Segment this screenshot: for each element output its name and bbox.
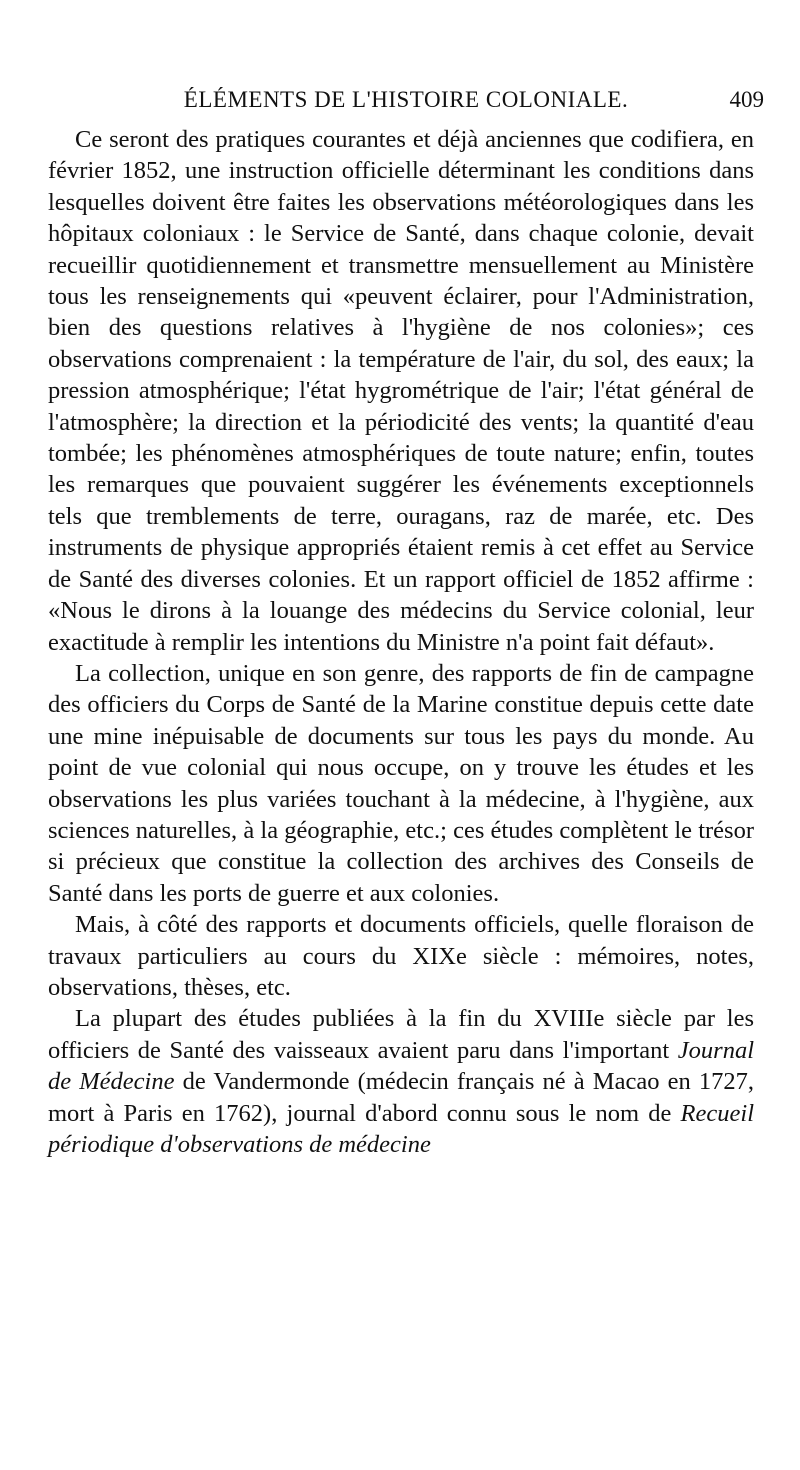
- paragraph-meteorological-instruction: Ce seront des pratiques courantes et déjà anciennes que codifiera, en février 1852, une instruction officielle déterminant les conditions dans lesquelles doivent être faites les observations météorologiques dans les hôpitaux coloniaux : le Service de Santé, dans chaque colonie, devait recueillir quotidiennement et transmettre mensuellement au Ministère tous les renseignements qui «peuvent éclairer, pour l'Administration, bien des questions relatives à l'hygiène de nos colonies»; ces observations comprenaient : la température de l'air, du sol, des eaux; la pression atmosphérique; l'état hygrométrique de l'air; l'état général de l'atmosphère; la direction et la périodicité des vents; la quantité d'eau tombée; les phénomènes atmosphériques de toute nature; enfin, toutes les remarques que pouvaient suggérer les événements exceptionnels tels que tremblements de terre, ouragans, raz de marée, etc. Des instruments de physique appropriés étaient remis à cet effet au Service de Santé des diverses colonies. Et un rapport officiel de 1852 affirme : «Nous le dirons à la louange des médecins du Service colonial, leur exactitude à remplir les intentions du Ministre n'a point fait défaut».: [48, 126, 754, 656]
- body-text: [48, 124, 754, 1160]
- paragraph-text: La plupart des études publiées à la fin du XVIIIe siècle par les officiers de Santé des vaisseaux avaient paru dans l'important: [48, 1005, 754, 1064]
- journal-title: Journal de Médecine: [48, 1036, 754, 1096]
- page-number: 409: [729, 87, 764, 112]
- page-header: [48, 84, 764, 116]
- paragraph-text: de Vandermonde (médecin français né à Macao en 1727, mort à Paris en 1762), journal d'abord connu sous le nom de: [48, 1068, 754, 1127]
- running-head: ÉLÉMENTS DE L'HISTOIRE COLONIALE.: [183, 87, 629, 112]
- paragraph-journal-de-medecine: [48, 1003, 754, 1160]
- paragraph-campaign-reports: La collection, unique en son genre, des rapports de fin de campagne des officiers du Corps de Santé de la Marine constitue depuis cette date une mine inépuisable de documents sur tous les pays du monde. Au point de vue colonial qui nous occupe, on y trouve les études et les observations les plus variées touchant à la médecine, à l'hygiène, aux sciences naturelles, à la géographie, etc.; ces études complètent le trésor si précieux que constitue la collection des archives des Conseils de Santé dans les ports de guerre et aux colonies.: [48, 659, 754, 907]
- recueil-title: Recueil périodique d'observations de médecine: [48, 1099, 754, 1158]
- paragraph-private-works: Mais, à côté des rapports et documents officiels, quelle floraison de travaux particuliers au cours du XIXe siècle : mémoires, notes, observations, thèses, etc.: [48, 911, 754, 1001]
